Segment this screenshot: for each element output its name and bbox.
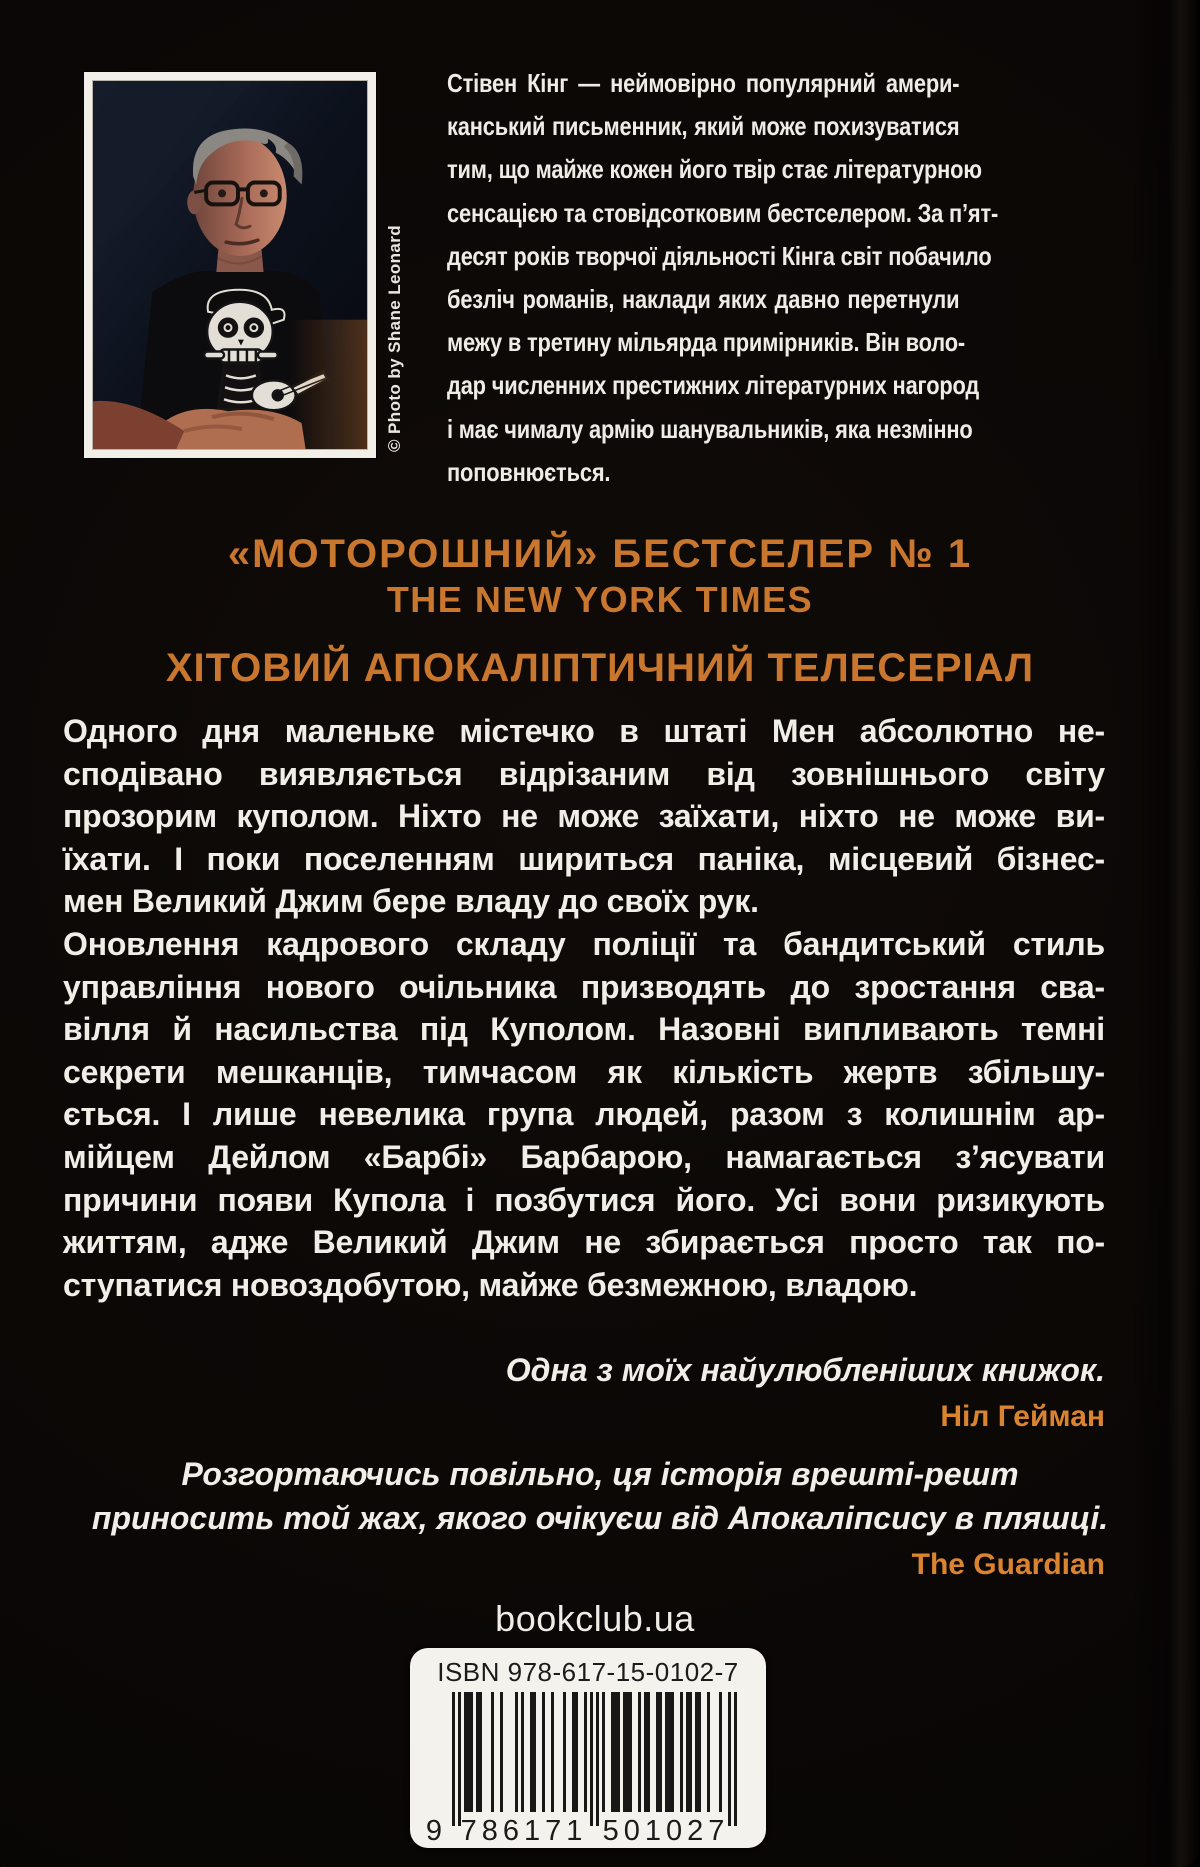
guardian-quote-line: Розгортаючись повільно, ця історія врешті-решт [181, 1456, 1019, 1492]
publisher-website: bookclub.ua [495, 1598, 695, 1639]
synopsis [63, 710, 1105, 1306]
synopsis-line: секрети мешканців, тимчасом як кількість жертв збільшу- [63, 1053, 1105, 1090]
synopsis-line: ється. І лише невелика група людей, разом з колишнім ар- [63, 1096, 1105, 1133]
bio-line: поповнюється. [447, 456, 611, 487]
bio-line: сенсацією та стовідсотковим бестселером. За п’ят- [447, 197, 999, 228]
tv-series-heading: ХІТОВИЙ АПОКАЛІПТИЧНИЙ ТЕЛЕСЕРІАЛ [165, 646, 1035, 690]
synopsis-line: їхати. І поки поселенням шириться паніка, місцевий бізнес- [63, 840, 1105, 877]
bio-line: Стівен Кінг — неймовірно популярний амери- [447, 68, 960, 98]
synopsis-line: Одного дня маленьке містечко в штаті Мен абсолютно не- [63, 713, 1105, 749]
barcode-digit-group: 501027 [602, 1815, 730, 1847]
synopsis-line: прозорим куполом. Ніхто не може заїхати, ніхто не може ви- [63, 798, 1105, 835]
synopsis-line: мен Великий Джим бере владу до своїх рук. [63, 883, 759, 920]
gaiman-attribution: Ніл Гейман [940, 1400, 1105, 1433]
synopsis-line: життям, адже Великий Джим не збирається просто так по- [63, 1224, 1105, 1261]
barcode-digit-lead: 9 [425, 1815, 443, 1847]
bio-line: безліч романів, наклади яких давно перетнули [447, 284, 960, 315]
guardian-quote-line: приносить той жах, якого очікуєш від Апокаліпсису в пляшці. [91, 1500, 1109, 1536]
bio-line: межу в третину мільярда примірників. Він воло- [447, 327, 965, 358]
bio-line: дар численних престижних літературних нагород [447, 370, 980, 401]
photo-credit: © Photo by Shane Leonard [385, 224, 404, 452]
bio-line: десят років творчої діяльності Кінга світ побачило [447, 240, 992, 271]
barcode-bars [452, 1692, 737, 1826]
bio-line: канський письменник, який може похизуватися [447, 111, 960, 142]
author-photo [84, 72, 376, 458]
synopsis-line: сподівано виявляється відрізаним від зовнішнього світу [63, 755, 1105, 792]
synopsis-line: мійцем Дейлом «Барбі» Барбарою, намагається з’ясувати [63, 1138, 1105, 1175]
headings-block [0, 530, 1200, 691]
book-page-edge [1130, 0, 1200, 1867]
nyt-heading: THE NEW YORK TIMES [386, 579, 814, 620]
bio-line: і має чималу армію шанувальників, яка незмінно [447, 413, 973, 444]
guardian-attribution: The Guardian [911, 1548, 1105, 1581]
isbn-barcode-label [410, 1648, 766, 1848]
synopsis-line: ступатися новоздобутою, майже безмежною, владою. [63, 1266, 918, 1303]
synopsis-line: вілля й насильства під Куполом. Назовні випливають темні [63, 1011, 1105, 1048]
barcode-digit-group: 786171 [460, 1815, 588, 1847]
guardian-quote [40, 1452, 1160, 1540]
author-photo-inner [92, 80, 368, 450]
author-bio [447, 62, 999, 494]
bestseller-heading: «МОТОРОШНИЙ» БЕСТСЕЛЕР № 1 [227, 532, 973, 576]
synopsis-line: Оновлення кадрового складу поліції та бандитський стиль [63, 925, 1105, 962]
gaiman-quote: Одна з моїх найулюбленіших книжок. [505, 1352, 1105, 1388]
synopsis-line: управління нового очільника призводять до зростання сва- [63, 968, 1105, 1005]
synopsis-line: причини появи Купола і позбутися його. Усі вони ризикують [63, 1181, 1105, 1218]
author-portrait-illustration [93, 81, 367, 449]
bio-line: тим, що майже кожен його твір стає літературною [447, 154, 982, 185]
isbn-text: ISBN 978-617-15-0102-7 [437, 1657, 739, 1687]
barcode-svg [410, 1648, 766, 1848]
